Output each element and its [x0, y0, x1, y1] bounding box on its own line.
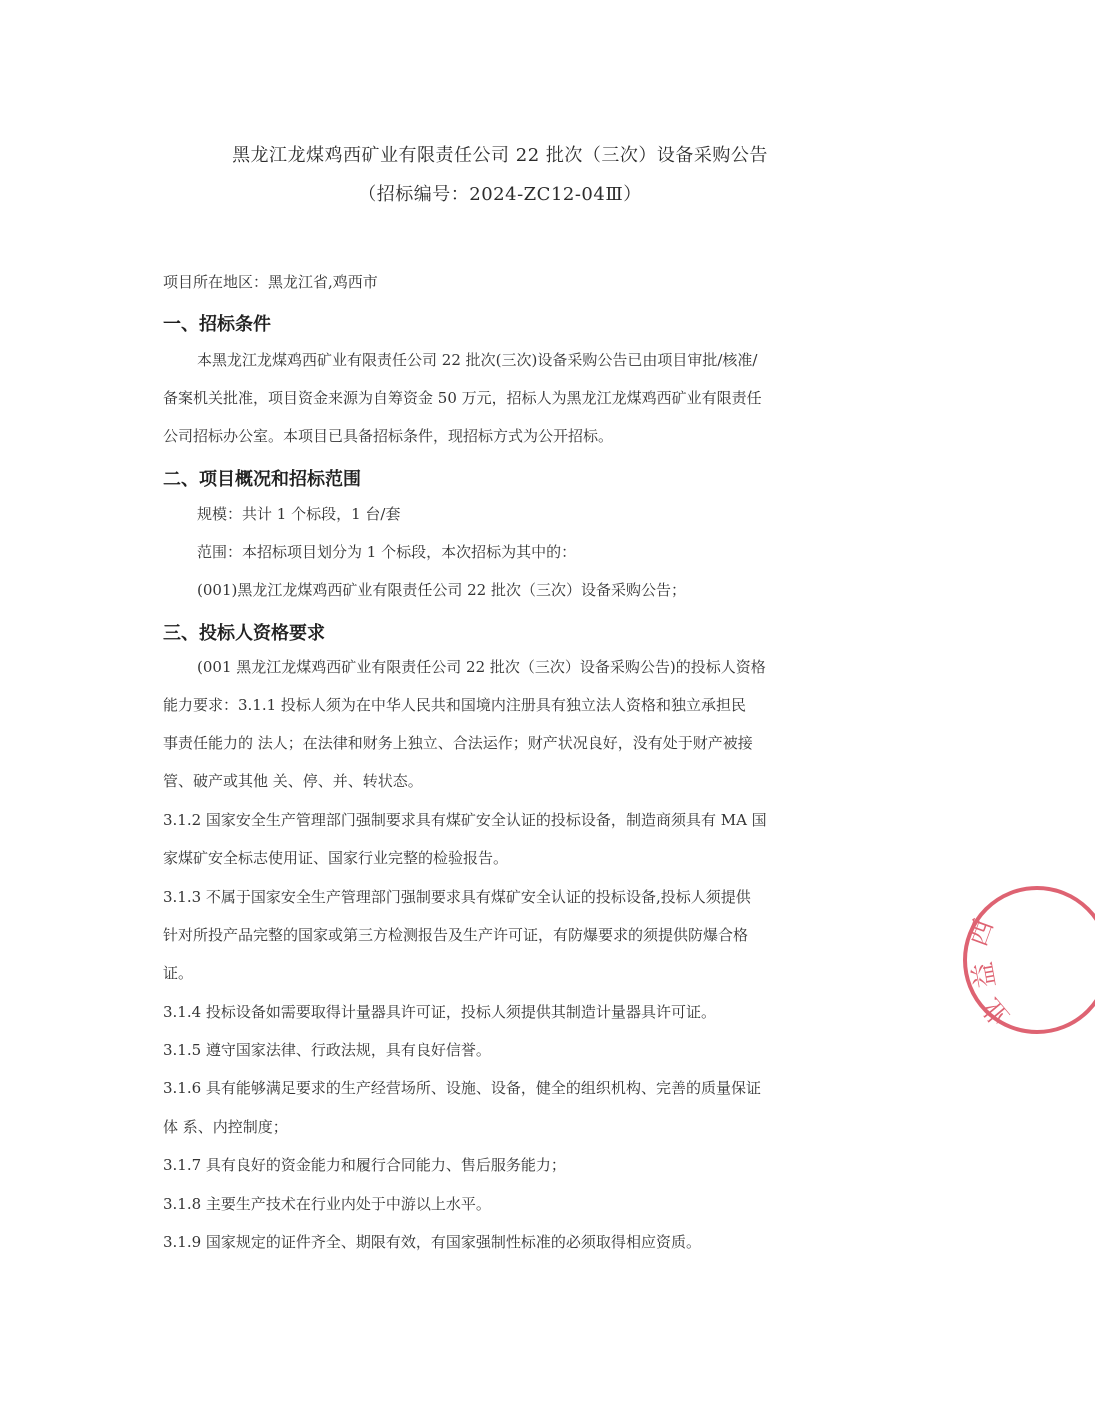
requirement-3-1-4: 3.1.4 投标设备如需要取得计量器具许可证，投标人须提供其制造计量器具许可证。 [163, 1003, 716, 1021]
paragraph-line: 家煤矿安全标志使用证、国家行业完整的检验报告。 [163, 849, 509, 867]
bid-number: （招标编号：2024-ZC12-04Ⅲ） [358, 184, 642, 205]
lot-item: (001)黑龙江龙煤鸡西矿业有限责任公司 22 批次（三次）设备采购公告； [197, 581, 686, 599]
requirement-3-1-5: 3.1.5 遵守国家法律、行政法规，具有良好信誉。 [163, 1041, 491, 1059]
paragraph-line: 能力要求：3.1.1 投标人须为在中华人民共和国境内注册具有独立法人资格和独立承担民 [163, 696, 746, 714]
paragraph-line: (001 黑龙江龙煤鸡西矿业有限责任公司 22 批次（三次）设备采购公告)的投标人资格 [197, 658, 766, 676]
paragraph-line: 本黑龙江龙煤鸡西矿业有限责任公司 22 批次(三次)设备采购公告已由项目审批/核准/ [197, 351, 758, 369]
requirement-3-1-6: 3.1.6 具有能够满足要求的生产经营场所、设施、设备，健全的组织机构、完善的质量保证 [163, 1079, 761, 1097]
requirement-3-1-2: 3.1.2 国家安全生产管理部门强制要求具有煤矿安全认证的投标设备，制造商须具有 MA 国 [163, 811, 767, 829]
paragraph-line: 管、破产或其他 关、停、并、转状态。 [163, 772, 423, 790]
section-heading-project-overview: 二、项目概况和招标范围 [163, 469, 361, 490]
paragraph-line: 针对所投产品完整的国家或第三方检测报告及生产许可证，有防爆要求的须提供防爆合格 [163, 926, 749, 944]
paragraph-line: 体 系、内控制度； [163, 1118, 288, 1136]
document-title: 黑龙江龙煤鸡西矿业有限责任公司 22 批次（三次）设备采购公告 [232, 145, 768, 166]
requirement-3-1-9: 3.1.9 国家规定的证件齐全、期限有效，有国家强制性标准的必须取得相应资质。 [163, 1233, 701, 1251]
paragraph-line: 公司招标办公室。本项目已具备招标条件，现招标方式为公开招标。 [163, 427, 614, 445]
project-scale: 规模：共计 1 个标段，1 台/套 [197, 505, 401, 523]
seal-glyph: 益 [967, 959, 1002, 991]
project-region: 项目所在地区：黑龙江省,鸡西市 [163, 273, 378, 291]
section-heading-bidding-conditions: 一、招标条件 [163, 314, 271, 335]
project-scope: 范围：本招标项目划分为 1 个标段，本次招标为其中的： [197, 543, 577, 561]
requirement-3-1-3: 3.1.3 不属于国家安全生产管理部门强制要求具有煤矿安全认证的投标设备,投标人须提供 [163, 888, 751, 906]
seal-glyph: 业 [976, 991, 1017, 1031]
paragraph-line: 备案机关批准，项目资金来源为自筹资金 50 万元，招标人为黑龙江龙煤鸡西矿业有限责任 [163, 389, 762, 407]
paragraph-line: 事责任能力的 法人；在法律和财务上独立、合法运作；财产状况良好，没有处于财产被接 [163, 734, 753, 752]
seal-glyph: 西 [962, 915, 1000, 951]
paragraph-line: 证。 [163, 964, 194, 982]
requirement-3-1-7: 3.1.7 具有良好的资金能力和履行合同能力、售后服务能力； [163, 1156, 566, 1174]
requirement-3-1-8: 3.1.8 主要生产技术在行业内处于中游以上水平。 [163, 1195, 491, 1213]
section-heading-qualifications: 三、投标人资格要求 [163, 623, 325, 644]
company-seal [955, 880, 1095, 1040]
